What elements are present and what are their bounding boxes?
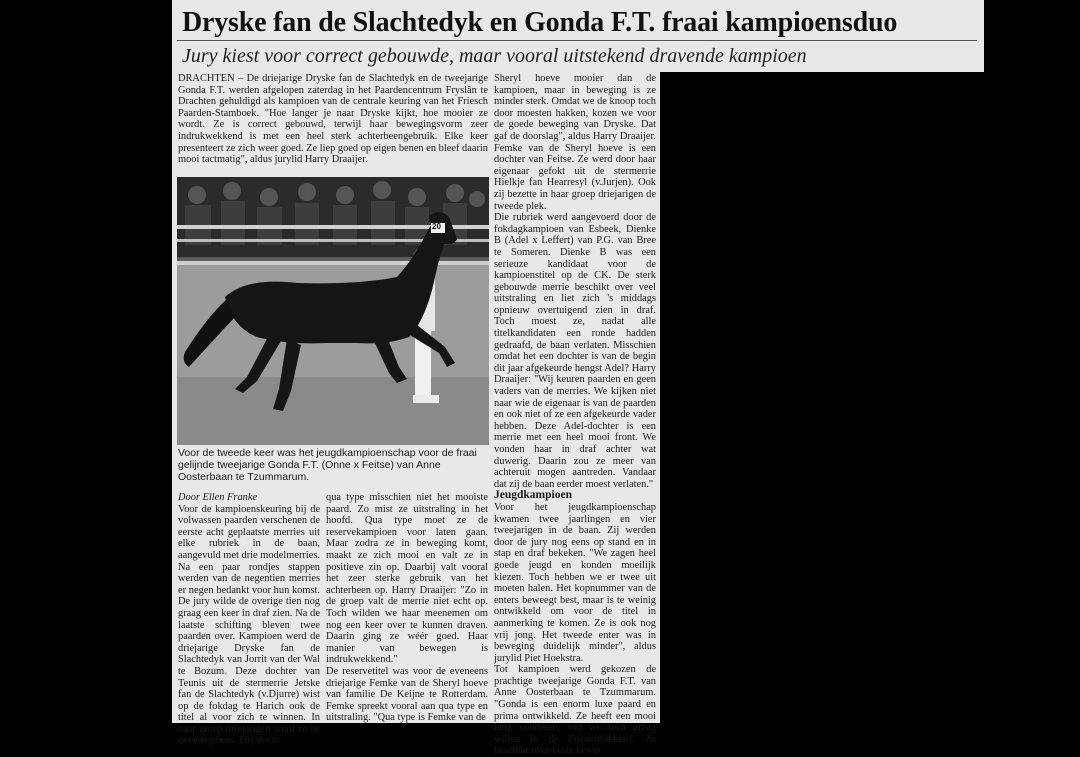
horse-trotting-icon xyxy=(177,177,489,445)
headline-divider xyxy=(177,40,977,41)
right-text-4: Tot kampioen werd gekozen de prachtige tweejarige Gonda F.T. van Anne Oosterbaan te Tzummarum. "Gonda is een enorm luxe paard en prima ontwikkeld. Ze heeft een mooi lang voorbeen, wat we toch graag willen in de Friezenfokkerij. Ze beschikt over beste bewe- xyxy=(494,664,656,757)
article-photo xyxy=(177,177,489,445)
right-column xyxy=(494,73,656,757)
right-text-2: Die rubriek werd aangevoerd door de fokdagkampioen van Esbeek, Dienke B (Adel x Leffert) van P.G. van Bree te Someren. Dienke B was een serieuze kandidaat voor de kampioenstitel op de CK. De sterk gebouwde merrie beschikt over veel uitstraling en liet zich 's middags opnieuw overtuigend zien in draf. Toch moest ze, nadat alle titelkandidaten een ronde hadden gedraafd, de baan verlaten. Misschien omdat het een dochter is van de begin dit jaar afgekeurde hengst Adel? Harry Draaijer: "Wij keuren paarden en geen vaders van de merries. We kijken niet naar wie de eigenaar is van de paarden en ook niet of ze een afgekeurde vader hebben. Deze Adel-dochter is een merrie met een heel mooi front. We vonden haar in draf achter wat duwerig. Daarin zou ze meer van achteruit mogen aantreden. Vandaar dat zij de baan eerder moest verlaten." xyxy=(494,212,656,490)
right-text-1: Sheryl hoeve mooier dan de kampioen, maar in beweging is ze minder sterk. Omdat we de knoop toch door moesten hakken, kozen we voor de goede beweging van Dryske. Dat gaf de doorslag", aldus Harry Draaijer. Femke van de Sheryl hoeve is een dochter van Feitse. Ze werd door haar eigenaar gefokt uit de stermerrie Hielkje fan Hearresyl (v.Jurjen). Ook zij bezette in haar groep driejarigen de tweede plek. xyxy=(494,73,656,212)
bottom-left-text: Voor de kampioenskeuring bij de volwassen paarden verschenen de eerste acht geplaatste merries uit elke rubriek in de baan, aangevuld met drie modelmerries. Na een paar rondjes stappen werden van de negentien merries er negen bedankt voor hun komst. De jury wilde de overige tien nog graag een keer in draf zien. Na de laatste schifting bleven twee paarden over. Kampioen werd de driejarige Dryske fan de Slachtedyk van Jorrit van der Wal te Bozum. Deze dochter van Teunis uit de stermerrie Jetske fan de Slachtedyk (v.Djurre) wist op de fokdag te Harich ook de titel al voor zich te winnen. In haar groep driejarigen werd ze de tweede plaats. Dryske is xyxy=(178,503,320,747)
bottom-left-column xyxy=(178,492,320,747)
section-subtitle-jeugdkampioen: Jeugdkampioen xyxy=(494,489,572,502)
right-text-3: Voor het jeugdkampioenschap kwamen twee jaarlingen en vier tweejarigen in de baan. Zij werden door de jury nog eens op stand en in stap en draf bekeken. "We zagen heel goede jeugd en konden moeilijk kiezen. Toch hebben we er twee uit moeten halen. Het kopnummer van de enters beweegt best, maar is te weinig ontwikkeld om voor de titel in aanmerking te komen. Ze is ook nog vrij jong. Het tweede enter was in beweging duidelijk minder", aldus jurylid Piet Hoekstra. xyxy=(494,501,656,664)
photo-caption: Voor de tweede keer was het jeugdkampioenschap voor de fraai gelijnde tweejarige Gonda F.T. (Onne x Feitse) van Anne Oosterbaan te Tzummarum. xyxy=(178,447,477,483)
article-byline: Door Ellen Franke xyxy=(178,492,258,503)
bottom-mid-text-2: De reservetitel was voor de eveneens driejarige Femke van de Sheryl hoeve van familie De Keijne te Rotterdam. Femke spreekt vooral aan qua type en uitstraling. "Qua type is Femke van de xyxy=(326,665,488,724)
intro-paragraph xyxy=(178,73,488,166)
article-headline: Dryske fan de Slachtedyk en Gonda F.T. fraai kampioensduo xyxy=(182,7,898,38)
intro-text: DRACHTEN – De driejarige Dryske fan de Slachtedyk en de tweejarige Gonda F.T. werden afgelopen zaterdag in het Paardencentrum Fryslân te Drachten gehuldigd als kampioen van de centrale keuring van het Friesch Paarden-Stamboek. "Hoe langer je naar Dryske kijkt, hoe mooier ze wordt. Ze is correct gebouwd, terwijl haar bewegingsvorm zeer indrukwekkend is met een heel sterk achterbeengebruik. Elke keer presenteert ze zich weer goed. Ze liep goed op eigen benen en bleef daarin mooi tactmatig", aldus jurylid Harry Draaijer. xyxy=(178,73,488,166)
article-subhead: Jury kiest voor correct gebouwde, maar vooral uitstekend dravende kampioen xyxy=(182,45,807,67)
bottom-mid-text-1: qua type misschien niet het mooiste paard. Zo mist ze uitstraling in het hoofd. Qua type moet ze de reservekampioen voor laten gaan. Maar zodra ze in beweging komt, maakt ze zich mooi en valt ze in positieve zin op. Daarbij valt vooral het zeer sterke gebruik van het achterbeen op. Harry Draaijer: "Zo in de groep valt de merrie niet echt op. Toch wilden we haar meenemen om nog een keer over te kunnen draven. Daarin ging ze wéér goed. Haar manier van bewegen is indrukwekkend." xyxy=(326,492,488,666)
horse-number-badge: 20 xyxy=(432,222,441,231)
bottom-middle-column xyxy=(326,492,488,724)
